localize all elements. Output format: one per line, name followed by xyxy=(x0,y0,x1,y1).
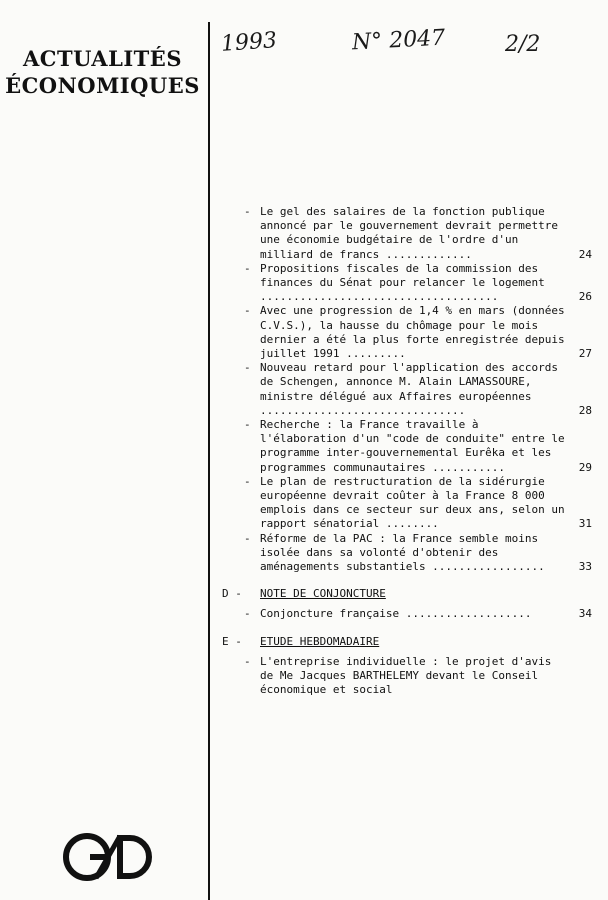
toc-entry xyxy=(222,655,592,698)
entry-page: 33 xyxy=(578,560,592,574)
entry-dash: - xyxy=(244,418,251,432)
toc-entry xyxy=(222,304,592,361)
section-heading: ETUDE HEBDOMADAIRE xyxy=(260,634,380,648)
entry-dash: - xyxy=(244,304,251,318)
entry-page: 24 xyxy=(578,247,592,261)
entry-dash: - xyxy=(244,361,251,375)
toc-entry xyxy=(222,532,592,575)
handwritten-issue-number: N° 2047 xyxy=(351,25,446,56)
toc-entry xyxy=(222,418,592,475)
toc-entry xyxy=(222,262,592,305)
entry-dash: - xyxy=(244,205,251,218)
section-letter: D - xyxy=(222,587,242,601)
entry-page: 34 xyxy=(578,607,592,621)
entry-dash: - xyxy=(244,474,251,488)
toc-entry xyxy=(222,205,592,262)
vertical-divider xyxy=(208,22,210,900)
section-e xyxy=(222,635,592,649)
entry-text: Conjoncture française ................... xyxy=(260,607,532,621)
entry-text: Le plan de restructuration de la sidérurgie européenne devrait coûter à la France 8 000 emplois dans ce secteur sur deux ans, selon un rapport sénatorial ........ xyxy=(260,474,565,531)
handwritten-year: 1993 xyxy=(220,28,278,57)
section-letter: E - xyxy=(222,634,242,648)
toc-entry xyxy=(222,475,592,532)
entry-dash: - xyxy=(244,607,251,621)
entry-text: L'entreprise individuelle : le projet d'avis de Me Jacques BARTHELEMY devant le Conseil économique et social xyxy=(260,654,552,697)
entry-page: 29 xyxy=(578,460,592,474)
toc-entry xyxy=(222,361,592,418)
entry-text: Avec une progression de 1,4 % en mars (données C.V.S.), la hausse du chômage pour le mois dernier a été la plus forte enregistrée depuis juillet 1991 ......... xyxy=(260,304,565,361)
masthead-line-1: ACTUALITÉS xyxy=(23,46,182,71)
section-d xyxy=(222,587,592,601)
section-heading: NOTE DE CONJONCTURE xyxy=(260,587,386,601)
entry-text: Nouveau retard pour l'application des accords de Schengen, annonce M. Alain LAMASSOURE, ministre délégué aux Affaires européennes ............................... xyxy=(260,361,559,417)
handwritten-part: 2/2 xyxy=(505,32,541,57)
publisher-logo xyxy=(60,832,156,882)
entry-dash: - xyxy=(244,654,251,668)
publication-masthead xyxy=(0,45,205,99)
entry-page: 26 xyxy=(578,290,592,304)
toc-entry xyxy=(222,607,592,621)
entry-dash: - xyxy=(244,531,251,545)
entry-text: Réforme de la PAC : la France semble moins isolée dans sa volonté d'obtenir des aménagements substantiels ................. xyxy=(260,531,545,574)
entry-text: Le gel des salaires de la fonction publique annoncé par le gouvernement devrait permettre une économie budgétaire de l'ordre d'un milliard de francs ............. xyxy=(260,205,559,261)
entry-page: 27 xyxy=(578,347,592,361)
entry-text: Recherche : la France travaille à l'élaboration d'un "code de conduite" entre le programme inter-gouvernemental Eurêka et les programmes communautaires ........... xyxy=(260,418,565,474)
entry-text: Propositions fiscales de la commission des finances du Sénat pour relancer le logement .................................... xyxy=(260,261,545,304)
entry-page: 31 xyxy=(578,517,592,531)
entry-page: 28 xyxy=(578,403,592,417)
entry-dash: - xyxy=(244,261,251,275)
masthead-line-2: ÉCONOMIQUES xyxy=(5,73,200,98)
table-of-contents xyxy=(222,205,592,698)
